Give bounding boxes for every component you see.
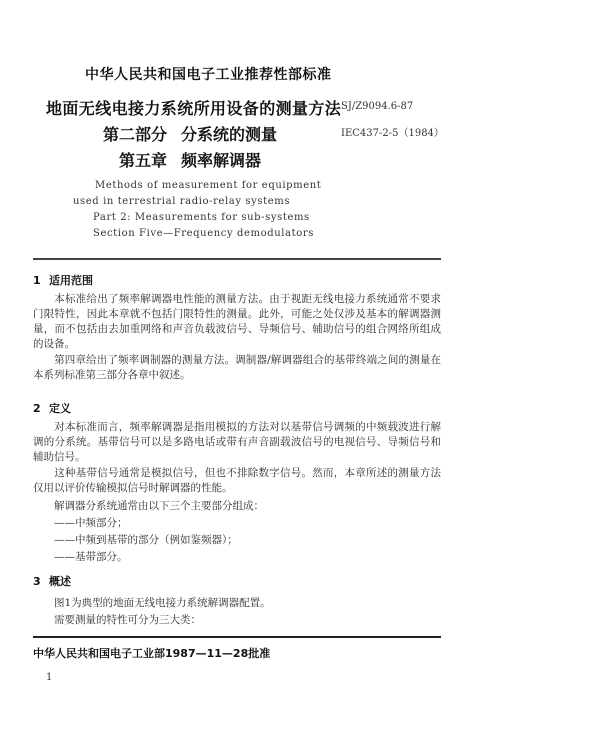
- issuing-authority: 中华人民共和国电子工业推荐性部标准: [85, 67, 332, 83]
- section-3-paragraph-1: 图1为典型的地面无线电接力系统解调器配置。: [54, 597, 271, 609]
- section-title: 定义: [49, 402, 71, 415]
- section-1-paragraph-1: 本标准给出了频率解调器电性能的测量方法。由于视距无线电接力系统通常不要求门限特性，因此本章就不包括门限特性的测量。此外，可能之处仅涉及基本的解调器测量，而不包括由去加重网络和声音负载波信号、导频信号、辅助信号的组合网络所组成的设备。: [33, 293, 441, 350]
- list-item: ——中频部分；: [54, 517, 128, 529]
- page-number: 1: [46, 672, 53, 683]
- document-title: 地面无线电接力系统所用设备的测量方法: [46, 99, 342, 118]
- footer-divider: [33, 636, 441, 638]
- part-name: 分系统的测量: [181, 125, 278, 144]
- section-number: 2: [33, 402, 41, 415]
- section-number: 3: [33, 575, 41, 588]
- section-1-paragraph-2: 第四章给出了频率调制器的测量方法。调制器/解调器组合的基带终端之间的测量在本系列标准第三部分各章中叙述。: [33, 354, 441, 381]
- list-item: ——基带部分。: [54, 551, 128, 563]
- english-title-line-3: Part 2: Measurements for sub-systems: [93, 212, 310, 223]
- english-title-line-1: Methods of measurement for equipment: [95, 180, 322, 191]
- part-title: [103, 122, 277, 145]
- section-3-paragraph-2: 需要测量的特性可分为三大类：: [54, 614, 201, 626]
- chapter-name: 频率解调器: [181, 151, 262, 170]
- section-title: 适用范围: [49, 274, 93, 287]
- english-title-line-4: Section Five—Frequency demodulators: [93, 228, 314, 239]
- english-title-line-2: used in terrestrial radio-relay systems: [73, 196, 291, 207]
- section-1-heading: [33, 272, 93, 288]
- header-divider: [33, 258, 441, 260]
- chapter-title: [119, 148, 261, 171]
- chapter-number: 第五章: [119, 151, 168, 170]
- approval-statement: 中华人民共和国电子工业部1987—11—28批准: [33, 647, 271, 660]
- list-item: ——中频到基带的部分（例如鉴频器）；: [54, 534, 238, 546]
- section-2-heading: [33, 400, 71, 416]
- iec-code: IEC437-2-5（1984）: [341, 128, 444, 139]
- section-title: 概述: [49, 575, 71, 588]
- section-number: 1: [33, 274, 41, 287]
- section-2-paragraph-3: 解调器分系统通常由以下三个主要部分组成：: [54, 500, 264, 512]
- section-2-paragraph-1: 对本标准而言，频率解调器是指用模拟的方法对以基带信号调频的中频载波进行解调的分系统。基带信号可以是多路电话或带有声音副载波信号的电视信号、导频信号和辅助信号。: [33, 421, 441, 463]
- part-number: 第二部分: [103, 125, 168, 144]
- standard-code: SJ/Z9094.6-87: [341, 101, 414, 112]
- section-3-heading: [33, 573, 71, 589]
- section-2-paragraph-2: 这种基带信号通常是模拟信号，但也不排除数字信号。然而，本章所述的测量方法仅用以评价传输模拟信号时解调器的性能。: [33, 467, 441, 494]
